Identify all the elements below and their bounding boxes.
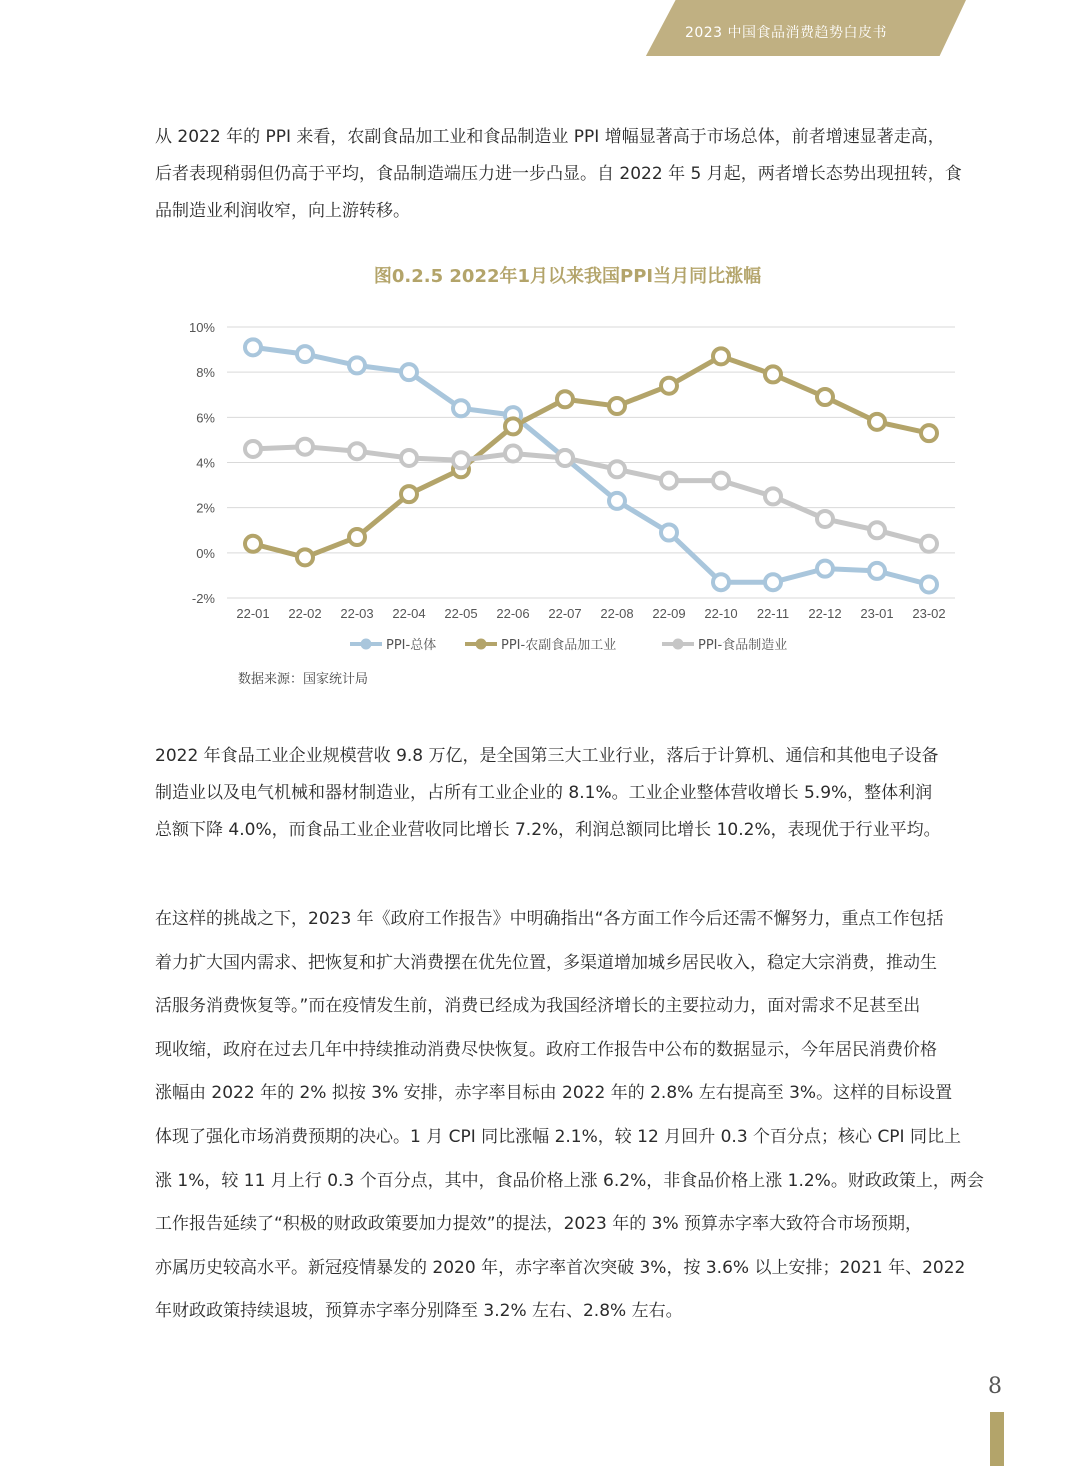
data-point (453, 452, 469, 468)
legend-label: PPI-总体 (386, 638, 437, 653)
page-number: 8 (988, 1374, 1002, 1399)
data-point (869, 414, 885, 430)
data-point (297, 439, 313, 455)
x-tick-label: 22-10 (704, 606, 738, 621)
paragraph-policy (155, 898, 984, 1334)
page-accent-bar (990, 1412, 1004, 1466)
data-point (869, 563, 885, 579)
data-point (869, 522, 885, 538)
text-line: 涨幅由 2022 年的 2% 拟按 3% 安排，赤字率目标由 2022 年的 2.8% 左右提高至 3%。这样的目标设置 (155, 1083, 953, 1104)
data-point (765, 574, 781, 590)
y-tick-label: 6% (196, 410, 215, 426)
data-point (817, 511, 833, 527)
data-point (765, 488, 781, 504)
x-tick-label: 22-05 (444, 606, 478, 621)
x-tick-label: 22-06 (496, 606, 530, 621)
legend-marker (673, 639, 683, 649)
chart-series (245, 339, 937, 592)
paragraph-industry (155, 738, 980, 849)
text-line: 品制造业利润收窄，向上游转移。 (155, 201, 410, 221)
data-point (245, 536, 261, 552)
text-line: 2022 年食品工业企业规模营收 9.8 万亿，是全国第三大工业行业，落后于计算机、通信和其他电子设备 (155, 746, 939, 766)
x-tick-label: 23-02 (912, 606, 946, 621)
text-line: 活服务消费恢复等。”而在疫情发生前，消费已经成为我国经济增长的主要拉动力，面对需求不足甚至出 (155, 996, 921, 1017)
text-line: 总额下降 4.0%，而食品工业企业营收同比增长 7.2%，利润总额同比增长 10.2%，表现优于行业平均。 (155, 820, 941, 840)
y-tick-label: 2% (196, 500, 215, 516)
data-point (817, 389, 833, 405)
data-point (505, 418, 521, 434)
data-point (661, 525, 677, 541)
data-point (817, 561, 833, 577)
legend-marker (361, 639, 371, 649)
text-line: 年财政政策持续退坡，预算赤字率分别降至 3.2% 左右、2.8% 左右。 (155, 1301, 683, 1322)
text-line: 后者表现稍弱但仍高于平均，食品制造端压力进一步凸显。自 2022 年 5 月起，两者增长态势出现扭转，食 (155, 164, 962, 184)
x-tick-label: 22-01 (236, 606, 270, 621)
x-tick-label: 22-04 (392, 606, 426, 621)
text-line: 着力扩大国内需求、把恢复和扩大消费摆在优先位置，多渠道增加城乡居民收入，稳定大宗消费，推动生 (155, 952, 937, 973)
y-axis-ticks (189, 320, 215, 606)
data-point (713, 473, 729, 489)
legend-label: PPI-食品制造业 (698, 638, 788, 653)
data-source: 数据来源：国家统计局 (238, 672, 369, 687)
data-point (921, 425, 937, 441)
text-line: 体现了强化市场消费预期的决心。1 月 CPI 同比涨幅 2.1%，较 12 月回升 0.3 个百分点；核心 CPI 同比上 (155, 1126, 961, 1147)
x-tick-label: 22-08 (600, 606, 634, 621)
legend-label: PPI-农副食品加工业 (501, 638, 617, 653)
data-point (245, 339, 261, 355)
paragraph-ppi (155, 119, 980, 230)
data-point (505, 445, 521, 461)
data-point (609, 461, 625, 477)
data-point (557, 450, 573, 466)
data-point (453, 400, 469, 416)
x-tick-label: 22-02 (288, 606, 322, 621)
text-line: 涨 1%，较 11 月上行 0.3 个百分点，其中，食品价格上涨 6.2%，非食品价格上涨 1.2%。财政政策上，两会 (155, 1170, 984, 1191)
data-point (245, 441, 261, 457)
data-point (401, 450, 417, 466)
x-tick-label: 22-12 (808, 606, 842, 621)
y-tick-label: -2% (191, 591, 215, 606)
y-tick-label: 0% (196, 545, 215, 561)
x-tick-label: 22-11 (756, 606, 790, 621)
data-point (297, 549, 313, 565)
y-tick-label: 8% (196, 365, 215, 381)
header-title: 2023 中国食品消费趋势白皮书 (684, 25, 888, 41)
chart-legend (350, 637, 787, 653)
data-point (661, 378, 677, 394)
y-tick-label: 10% (188, 320, 215, 335)
data-point (297, 346, 313, 362)
text-line: 亦属历史较高水平。新冠疫情暴发的 2020 年，赤字率首次突破 3%，按 3.6% 以上安排；2021 年、2022 (155, 1257, 966, 1278)
data-point (921, 536, 937, 552)
figure-title: 图0.2.5 2022年1月以来我国PPI当月同比涨幅 (373, 266, 762, 287)
x-axis-ticks (236, 606, 945, 621)
data-point (609, 493, 625, 509)
legend-marker (476, 639, 486, 649)
text-line: 工作报告延续了“积极的财政政策要加力提效”的提法，2023 年的 3% 预算赤字率大致符合市场预期， (155, 1214, 923, 1235)
data-point (713, 348, 729, 364)
data-point (349, 357, 365, 373)
data-point (713, 574, 729, 590)
data-point (609, 398, 625, 414)
data-point (557, 391, 573, 407)
x-tick-label: 23-01 (860, 606, 894, 621)
text-line: 在这样的挑战之下，2023 年《政府工作报告》中明确指出“各方面工作今后还需不懈努力，重点工作包括 (155, 909, 944, 929)
data-point (765, 366, 781, 382)
ppi-line-chart (175, 310, 985, 680)
text-line: 从 2022 年的 PPI 来看，农副食品加工业和食品制造业 PPI 增幅显著高于市场总体，前者增速显著走高， (155, 127, 945, 147)
data-point (349, 443, 365, 459)
y-tick-label: 4% (196, 455, 215, 471)
text-line: 制造业以及电气机械和器材制造业，占所有工业企业的 8.1%。工业企业整体营收增长 5.9%，整体利润 (155, 783, 933, 803)
data-point (401, 486, 417, 502)
data-point (921, 576, 937, 592)
data-point (349, 529, 365, 545)
x-tick-label: 22-07 (548, 606, 582, 621)
x-tick-label: 22-03 (340, 606, 374, 621)
text-line: 现收缩，政府在过去几年中持续推动消费尽快恢复。政府工作报告中公布的数据显示，今年居民消费价格 (155, 1039, 937, 1060)
x-tick-label: 22-09 (652, 606, 686, 621)
data-point (401, 364, 417, 380)
data-point (661, 473, 677, 489)
